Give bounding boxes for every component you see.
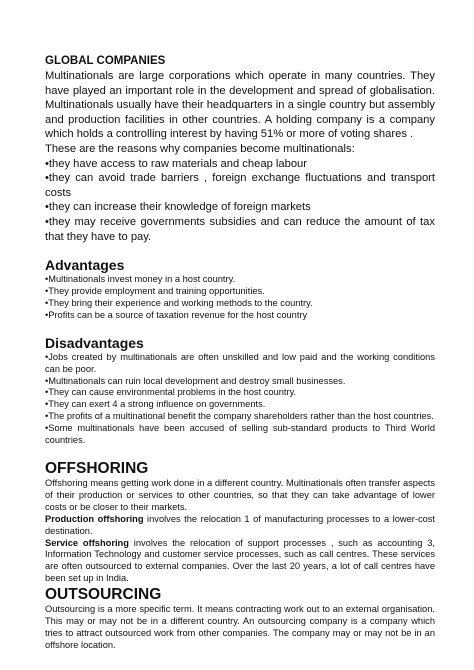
advantage-item: •They bring their experience and working methods to the country. [45, 297, 313, 308]
reasons-list [45, 157, 435, 245]
service-offshoring-text: involves the relocation of support processes , such as accounting 3, Information Technology and customer service processes, such as call centres. These services are often outsourced to external companies. Over the last 20 years, a lot of call centres have been set up in India. [45, 537, 436, 584]
advantage-item: •They provide employment and training opportunities. [45, 286, 265, 297]
disadvantage-item: •Multinationals can ruin local development and destroy small businesses. [45, 375, 346, 386]
disadvantage-item: •They can cause environmental problems in the host country. [45, 387, 297, 398]
global-companies-intro: Multinationals are large corporations which operate in many countries. They have played an important role in the development and spread of globalisation. Multinationals usually have their headquarters in a single country but assembly and production facilities in other countries. A holding company is a company which holds a controlling interest by having 51% or more of voting shares . [45, 70, 435, 141]
disadvantages-list [45, 352, 435, 447]
disadvantage-item: •Some multinationals have been accused of selling sub-standard products to Third World countries. [45, 423, 435, 446]
offshoring-title: OFFSHORING [45, 460, 149, 477]
service-offshoring-paragraph [45, 538, 435, 586]
production-offshoring-label: Production offshoring [45, 513, 144, 524]
offshoring-definition: Offshoring means getting work done in a different country. Multinationals often transfer aspects of their production or services to other countries, so that they can take advantage of lower costs or be closer to their markets. [45, 478, 435, 512]
reason-item: •they can avoid trade barriers , foreign exchange fluctuations and transport costs [45, 172, 435, 199]
global-companies-title: GLOBAL COMPANIES [45, 55, 166, 67]
document-page [45, 54, 435, 652]
reason-item: •they may receive governments subsidies and can reduce the amount of tax that they have to pay. [45, 215, 435, 243]
production-offshoring-paragraph [45, 514, 435, 538]
outsourcing-definition: Outsourcing is a more specific term. It means contracting work out to an external organisation. This may or may not be in a different country. An outsourcing company is a company which tries to attract outsourced work from other companies. The company may or may not be in an offshore location. [45, 604, 435, 650]
reason-item: •they can increase their knowledge of foreign markets [45, 201, 311, 214]
disadvantages-title: Disadvantages [45, 334, 144, 351]
reasons-lead: These are the reasons why companies become multinationals: [45, 142, 355, 155]
reason-item: •they have access to raw materials and cheap labour [45, 157, 307, 170]
advantage-item: •Multinationals invest money in a host country. [45, 274, 236, 285]
outsourcing-title: OUTSOURCING [45, 586, 162, 604]
advantages-list [45, 274, 435, 322]
production-offshoring-text: involves the relocation 1 of manufacturing processes to a lower-cost destination. [45, 513, 435, 536]
disadvantage-item: •They can exert 4 a strong influence on governments. [45, 399, 266, 410]
advantage-item: •Profits can be a source of taxation revenue for the host country [45, 309, 308, 320]
disadvantage-item: •Jobs created by multinationals are often unskilled and low paid and the working conditions can be poor. [45, 351, 435, 374]
disadvantage-item: •The profits of a multinational benefit the company shareholders rather than the host countries. [45, 411, 434, 422]
advantages-title: Advantages [45, 257, 125, 274]
service-offshoring-label: Service offshoring [45, 537, 129, 548]
